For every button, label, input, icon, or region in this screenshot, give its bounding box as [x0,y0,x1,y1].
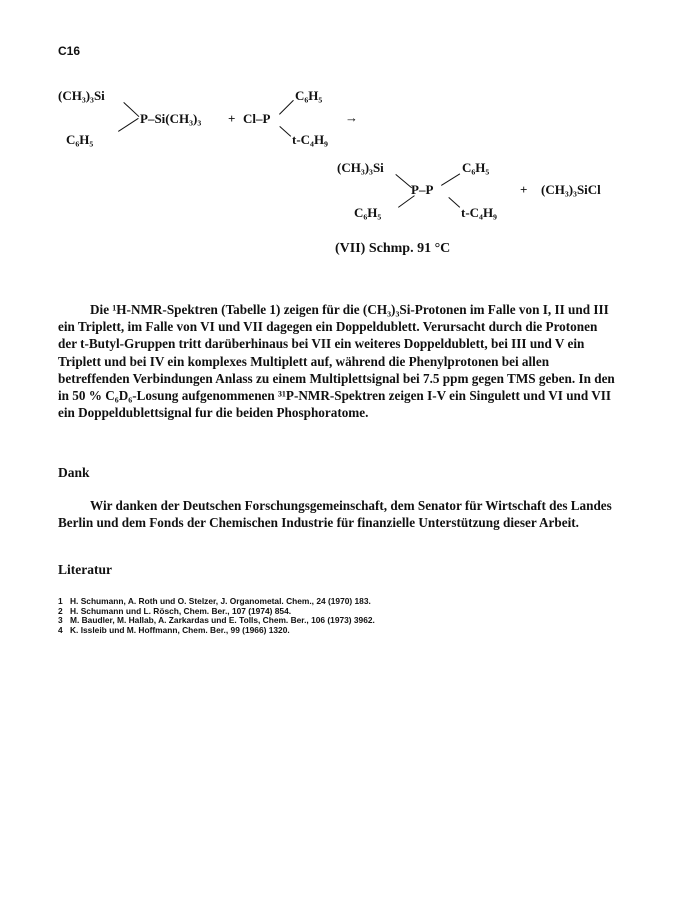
reactant2-phenyl: C₆H₅ [295,88,323,103]
bond-line [123,102,139,117]
page-label: C16 [58,44,81,58]
bond-line [279,126,291,137]
reference-number: 1 [58,596,63,606]
reference-list [58,597,618,635]
reference-item [58,626,618,636]
reactant2-tbutyl: t-C₄H₉ [292,132,328,147]
bond-line [118,118,139,132]
bond-line [448,197,460,208]
nmr-paragraph-text: Die ¹H-NMR-Spektren (Tabelle 1) zeigen für die (CH₃)₃Si-Protonen im Falle von I, II und III ein Triplett, im Falle von VI und VII dagegen ein Doppeldublett. Verursacht durch die Protonen der t-Butyl-Gruppen tritt darüberhinaus bei VII ein weiteres Doppeldublett, bei III und V ein Triplett und bei IV ein komplexes Multiplett auf, während die Phenylprotonen bei allen betreffenden Verbindungen Anlass zu einem Multiplettsignal bei 7.5 ppm gegen TMS geben. In den in 50 % C₆D₆-Losung aufgenommenen ³¹P-NMR-Spektren zeigen I-V ein Singulett und VI und VII ein Doppeldublettsignal fur die beiden Phosphoratome. [58,302,615,421]
bond-line [395,174,412,188]
reactant1-phosphorus-silyl: P–Si(CH₃)₃ [140,111,202,126]
reference-text: M. Baudler, M. Hallab, A. Zarkardas und E. Tolls, Chem. Ber., 106 (1973) 3962. [70,615,375,626]
reference-number: 2 [58,605,63,616]
nmr-paragraph [58,301,618,421]
reference-text: H. Schumann und L. Rösch, Chem. Ber., 107 (1974) 854. [70,605,292,616]
product-diphosphine-core: P–P [411,182,434,197]
reference-number: 4 [58,624,63,635]
product-phenyl-bottom: C₆H₅ [354,205,382,220]
bond-line [441,173,460,186]
literatur-heading: Literatur [58,562,112,577]
dank-paragraph [58,497,618,531]
reactant1-trimethylsilyl: (CH₃)₃Si [58,88,105,103]
dank-heading: Dank [58,465,90,480]
reactant-plus: + [228,111,236,126]
product-phenyl-top: C₆H₅ [462,160,490,175]
product-trimethylsilyl: (CH₃)₃Si [337,160,384,175]
reactant2-chlorophosphine: Cl–P [243,111,271,126]
product-tbutyl: t-C₄H₉ [461,205,497,220]
reference-text: H. Schumann, A. Roth und O. Stelzer, J. Organometal. Chem., 24 (1970) 183. [70,596,371,606]
bond-line [279,100,294,115]
byproduct-trimethylchlorosilane: (CH₃)₃SiCl [541,182,601,197]
reference-text: K. Issleib und M. Hoffmann, Chem. Ber., 99 (1966) 1320. [70,624,290,635]
reaction-arrow: → [345,110,358,125]
reactant1-phenyl: C₆H₅ [66,132,94,147]
reference-number: 3 [58,615,63,626]
dank-paragraph-text: Wir danken der Deutschen Forschungsgemeinschaft, dem Senator für Wirtschaft des Landes Berlin und dem Fonds der Chemischen Industrie für finanzielle Unterstützung dieser Arbeit. [58,498,612,531]
product-caption: (VII) Schmp. 91 °C [335,241,451,256]
bond-line [398,195,415,208]
product-plus: + [520,182,528,197]
